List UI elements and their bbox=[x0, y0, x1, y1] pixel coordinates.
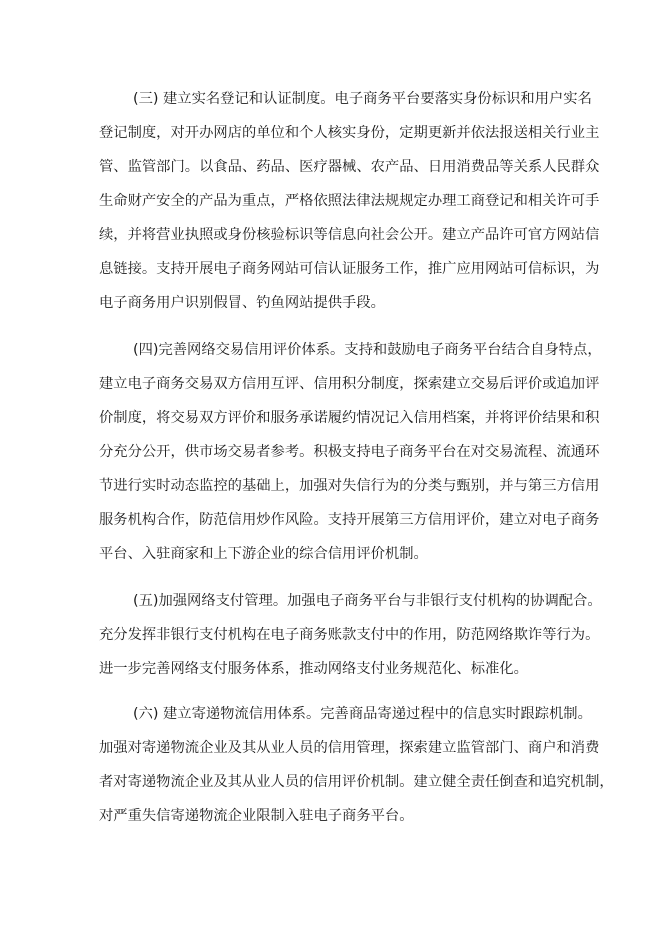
paragraph-line: (四)完善网络交易信用评价体系。支持和鼓励电子商务平台结合自身特点， bbox=[133, 342, 602, 358]
paragraph-line: (五)加强网络支付管理。加强电子商务平台与非银行支付机构的协调配合。 bbox=[133, 593, 602, 609]
paragraph-line: 进一步完善网络支付服务体系，推动网络支付业务规范化、标准化。 bbox=[99, 661, 528, 677]
paragraph-line: 生命财产安全的产品为重点，严格依照法律法规规定办理工商登记和相关许可手 bbox=[99, 193, 600, 209]
paragraph-logistics-credit bbox=[99, 697, 614, 833]
paragraph-line: (三) 建立实名登记和认证制度。电子商务平台要落实身份标识和用户实名 bbox=[133, 91, 592, 107]
paragraph-network-payment bbox=[99, 584, 602, 686]
paragraph-line: 对严重失信寄递物流企业限制入驻电子商务平台。 bbox=[99, 808, 414, 824]
paragraph-credit-evaluation bbox=[99, 333, 602, 571]
paragraph-line: 充分发挥非银行支付机构在电子商务账款支付中的作用，防范网络欺诈等行为。 bbox=[99, 627, 600, 643]
paragraph-line: 电子商务用户识别假冒、钓鱼网站提供手段。 bbox=[99, 295, 385, 311]
paragraph-line: 平台、入驻商家和上下游企业的综合信用评价机制。 bbox=[99, 546, 428, 562]
paragraph-line: 价制度，将交易双方评价和服务承诺履约情况记入信用档案，并将评价结果和积 bbox=[99, 410, 600, 426]
paragraph-line: (六) 建立寄递物流信用体系。完善商品寄递过程中的信息实时跟踪机制。 bbox=[133, 706, 592, 722]
paragraph-line: 建立电子商务交易双方信用互评、信用积分制度，探索建立交易后评价或追加评 bbox=[99, 376, 600, 392]
paragraph-line: 服务机构合作，防范信用炒作风险。支持开展第三方信用评价，建立对电子商务 bbox=[99, 512, 600, 528]
paragraph-line: 登记制度，对开办网店的单位和个人核实身份，定期更新并依法报送相关行业主 bbox=[99, 125, 600, 141]
paragraph-real-name-registration bbox=[99, 82, 600, 320]
paragraph-line: 节进行实时动态监控的基础上，加强对失信行为的分类与甄别，并与第三方信用 bbox=[99, 478, 600, 494]
paragraph-line: 分充分公开，供市场交易者参考。积极支持电子商务平台在对交易流程、流通环 bbox=[99, 444, 600, 460]
paragraph-line: 加强对寄递物流企业及其从业人员的信用管理，探索建立监管部门、商户和消费 bbox=[99, 740, 600, 756]
paragraph-line: 息链接。支持开展电子商务网站可信认证服务工作，推广应用网站可信标识，为 bbox=[99, 261, 600, 277]
paragraph-line: 续，并将营业执照或身份核验标识等信息向社会公开。建立产品许可官方网站信 bbox=[99, 227, 600, 243]
paragraph-line: 管、监管部门。以食品、药品、医疗器械、农产品、日用消费品等关系人民群众 bbox=[99, 159, 600, 175]
paragraph-line: 者对寄递物流企业及其从业人员的信用评价机制。建立健全责任倒查和追究机制， bbox=[99, 774, 614, 790]
